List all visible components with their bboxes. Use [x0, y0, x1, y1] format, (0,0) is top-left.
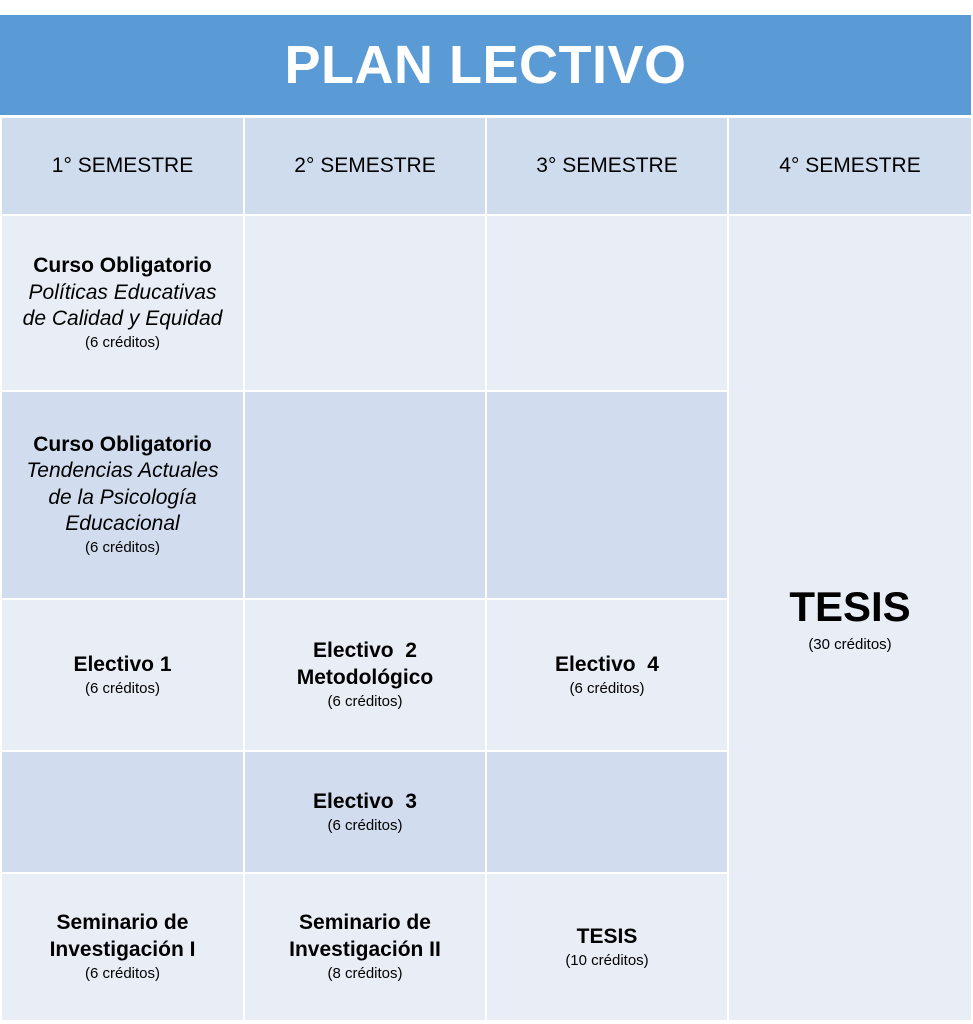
empty-cell [244, 215, 486, 391]
course-title: Seminario de [299, 911, 431, 935]
course-electivo-3 [244, 751, 486, 873]
course-politicas-educativas [1, 215, 244, 391]
course-electivo-1 [1, 599, 244, 751]
course-credits: (6 créditos) [327, 816, 403, 834]
thesis-title: TESIS [789, 583, 911, 631]
course-title: TESIS [576, 924, 638, 948]
course-electivo-2 [244, 599, 486, 751]
course-electivo-4 [486, 599, 728, 751]
course-credits: (10 créditos) [565, 951, 649, 969]
course-name-line: de la Psicología [48, 485, 197, 509]
plan-table [0, 116, 973, 1022]
header-semester-2: 2° SEMESTRE [244, 117, 486, 215]
empty-cell [486, 391, 728, 599]
course-title: Electivo 2 [313, 639, 417, 663]
header-semester-1: 1° SEMESTRE [1, 117, 244, 215]
course-name-line: de Calidad y Equidad [22, 306, 223, 330]
course-title: Metodológico [296, 665, 434, 689]
course-name-line: Políticas Educativas [28, 280, 217, 304]
empty-cell [244, 391, 486, 599]
course-credits: (6 créditos) [569, 679, 645, 697]
course-seminario-2 [244, 873, 486, 1021]
page-title: PLAN LECTIVO [0, 15, 971, 115]
course-kind: Curso Obligatorio [33, 433, 212, 457]
course-seminario-1 [1, 873, 244, 1021]
course-title: Investigación II [289, 937, 441, 961]
course-title: Electivo 3 [313, 789, 417, 813]
course-name-line: Tendencias Actuales [26, 459, 219, 483]
header-semester-4: 4° SEMESTRE [728, 117, 972, 215]
empty-cell [486, 751, 728, 873]
header-semester-3: 3° SEMESTRE [486, 117, 728, 215]
thesis-cell [728, 215, 972, 1021]
course-tesis-10 [486, 873, 728, 1021]
course-credits: (6 créditos) [84, 539, 161, 557]
course-credits: (6 créditos) [84, 679, 161, 697]
course-title: Electivo 1 [73, 652, 172, 676]
thesis-credits: (30 créditos) [808, 635, 892, 653]
course-title: Electivo 4 [555, 652, 659, 676]
header-row [1, 117, 972, 215]
course-credits: (6 créditos) [84, 334, 161, 351]
plan-lectivo [0, 15, 973, 1024]
empty-cell [486, 215, 728, 391]
course-credits: (6 créditos) [327, 692, 403, 710]
table-row [1, 215, 972, 391]
empty-cell [1, 751, 244, 873]
course-name-line: Educacional [65, 511, 180, 535]
course-credits: (8 créditos) [327, 964, 403, 982]
course-title: Investigación I [49, 937, 196, 961]
course-tendencias-actuales [1, 391, 244, 599]
course-title: Seminario de [56, 911, 189, 935]
course-kind: Curso Obligatorio [33, 254, 212, 278]
course-credits: (6 créditos) [84, 964, 161, 982]
